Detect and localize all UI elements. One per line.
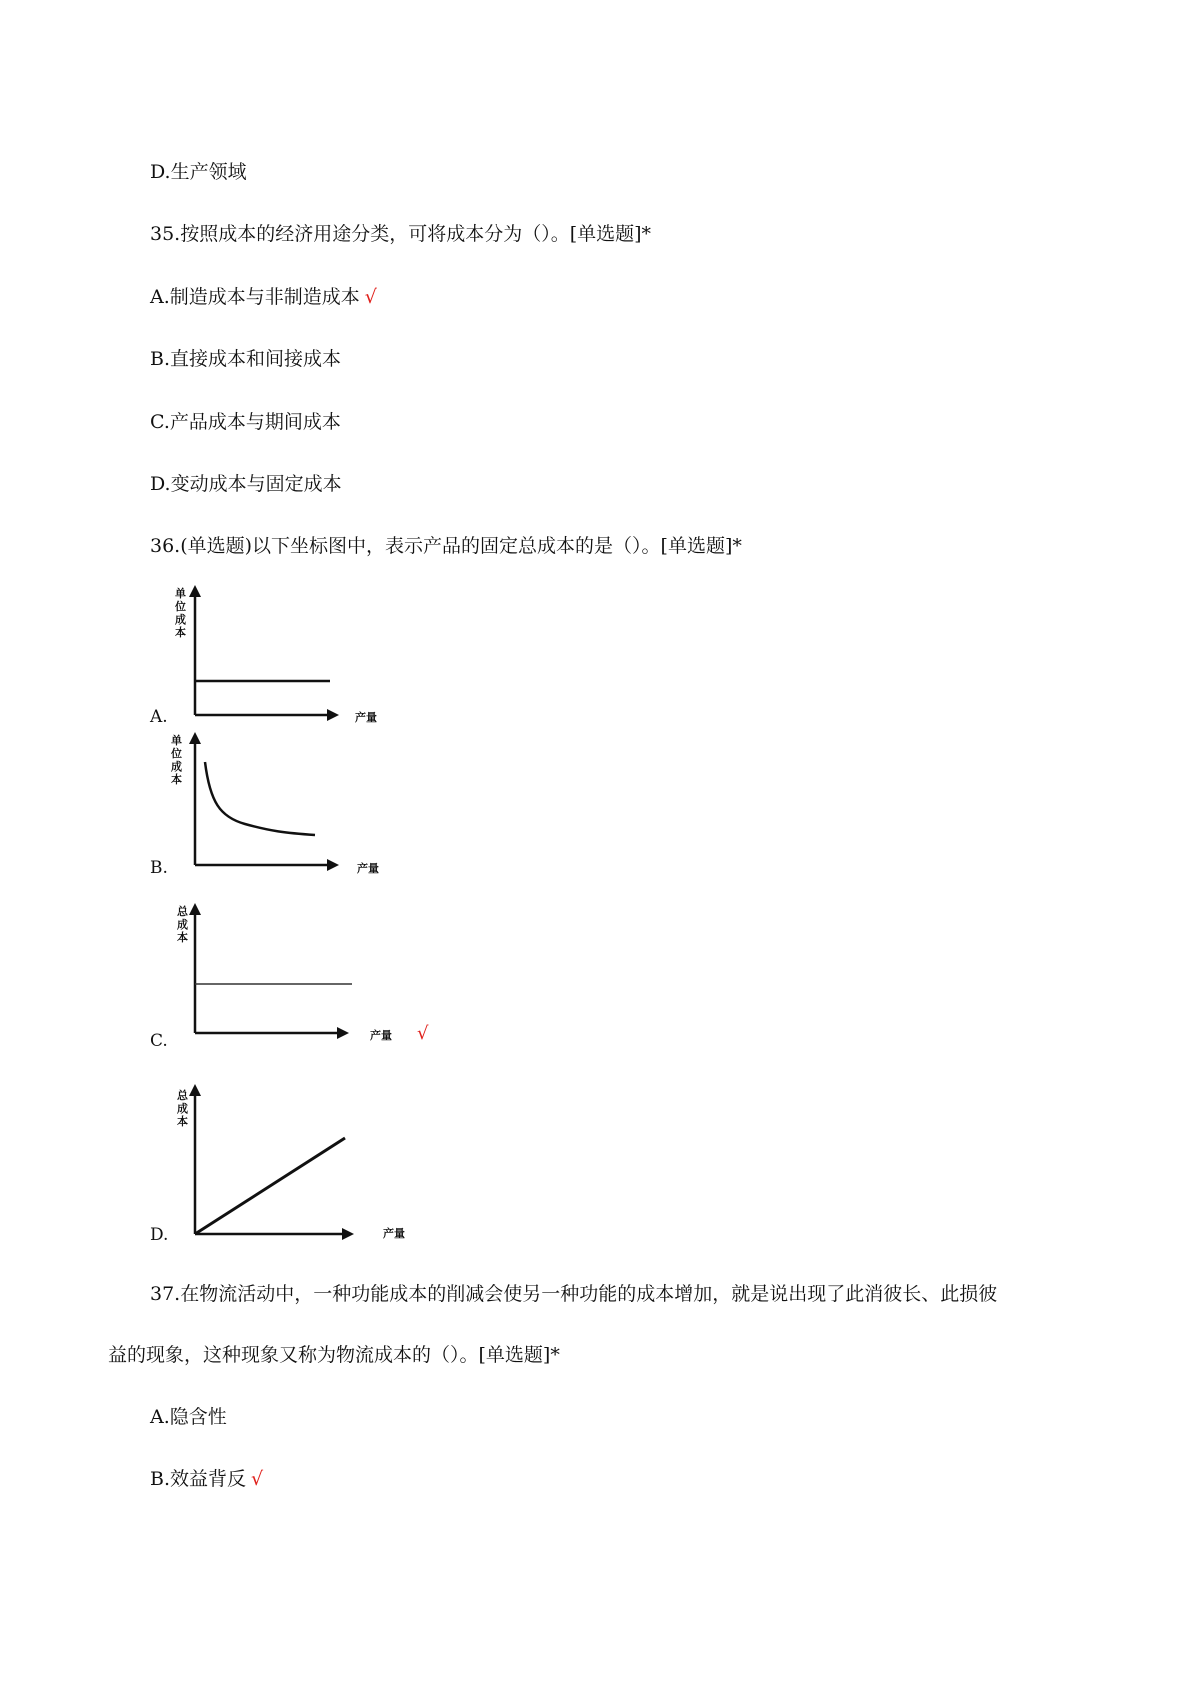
check-mark-icon: √ — [251, 1468, 264, 1490]
q36-option-a[interactable] — [145, 585, 405, 725]
y-axis-label-char: 本 — [175, 626, 186, 639]
x-axis-label: 产量 — [370, 1029, 392, 1042]
option-c-letter: C. — [150, 1031, 168, 1051]
q36-question — [150, 534, 742, 558]
q34-option-d[interactable] — [150, 160, 247, 184]
option-text: D.变动成本与固定成本 — [150, 473, 342, 495]
x-axis-arrow-icon — [337, 1027, 349, 1039]
y-axis-label-char: 本 — [177, 931, 188, 944]
y-axis-label-char: 成 — [177, 1102, 188, 1115]
y-axis-label-char: 位 — [171, 747, 182, 760]
q35-option-a[interactable] — [150, 285, 377, 309]
option-d-chart — [145, 1082, 435, 1242]
option-b-chart — [145, 732, 405, 877]
cost-line — [195, 1138, 345, 1234]
q35-question — [150, 222, 651, 246]
cost-curve — [205, 762, 315, 835]
y-axis-label-char: 单 — [175, 587, 186, 600]
option-c-chart — [145, 903, 435, 1043]
y-axis-label-char: 成 — [175, 613, 186, 626]
question-text: 益的现象，这种现象又称为物流成本的（）。[单选题]* — [108, 1344, 560, 1366]
q37-question-line-2 — [108, 1343, 560, 1367]
y-axis-label-char: 位 — [175, 600, 186, 613]
y-axis-arrow-icon — [189, 585, 201, 597]
q37-option-a[interactable] — [150, 1405, 227, 1429]
y-axis-label-char: 本 — [171, 773, 182, 786]
q35-option-c[interactable] — [150, 410, 341, 434]
question-text: 36.(单选题)以下坐标图中，表示产品的固定总成本的是（）。[单选题]* — [150, 535, 742, 557]
option-d-letter: D. — [150, 1225, 169, 1245]
x-axis-label: 产量 — [383, 1227, 405, 1240]
check-mark-icon: √ — [364, 286, 377, 308]
y-axis-label-char: 总 — [177, 1089, 188, 1102]
y-axis-label-char: 单 — [171, 734, 182, 747]
y-axis-arrow-icon — [189, 1084, 201, 1096]
option-text: C.产品成本与期间成本 — [150, 411, 341, 433]
x-axis-label: 产量 — [355, 711, 377, 724]
y-axis-label-char: 本 — [177, 1115, 188, 1128]
option-text: A.制造成本与非制造成本 — [150, 286, 360, 308]
option-text: A.隐含性 — [150, 1406, 227, 1428]
y-axis-label-char: 成 — [177, 918, 188, 931]
option-text: B.直接成本和间接成本 — [150, 348, 342, 370]
q36-option-d[interactable] — [145, 1082, 435, 1242]
option-text: D.生产领域 — [150, 161, 247, 183]
q36-option-c[interactable] — [145, 903, 435, 1043]
y-axis-arrow-icon — [189, 732, 201, 744]
q35-option-d[interactable] — [150, 472, 342, 496]
x-axis-arrow-icon — [327, 709, 339, 721]
q36-option-b[interactable] — [145, 732, 405, 877]
x-axis-label: 产量 — [357, 862, 379, 875]
q35-option-b[interactable] — [150, 347, 341, 371]
q37-option-b[interactable] — [150, 1467, 263, 1491]
option-text: B.效益背反 — [150, 1468, 247, 1490]
option-b-letter: B. — [150, 858, 168, 878]
check-mark-icon: √ — [417, 1023, 429, 1044]
x-axis-arrow-icon — [342, 1228, 354, 1240]
x-axis-arrow-icon — [327, 859, 339, 871]
option-a-letter: A. — [150, 707, 168, 727]
q37-question-line-1 — [150, 1282, 997, 1306]
option-a-chart — [145, 585, 405, 725]
y-axis-label-char: 总 — [177, 905, 188, 918]
question-text: 35.按照成本的经济用途分类，可将成本分为（）。[单选题]* — [150, 223, 652, 245]
question-text: 37.在物流活动中，一种功能成本的削减会使另一种功能的成本增加，就是说出现了此消彼长、此损彼 — [150, 1283, 998, 1305]
y-axis-label-char: 成 — [171, 760, 182, 773]
y-axis-arrow-icon — [189, 903, 201, 915]
